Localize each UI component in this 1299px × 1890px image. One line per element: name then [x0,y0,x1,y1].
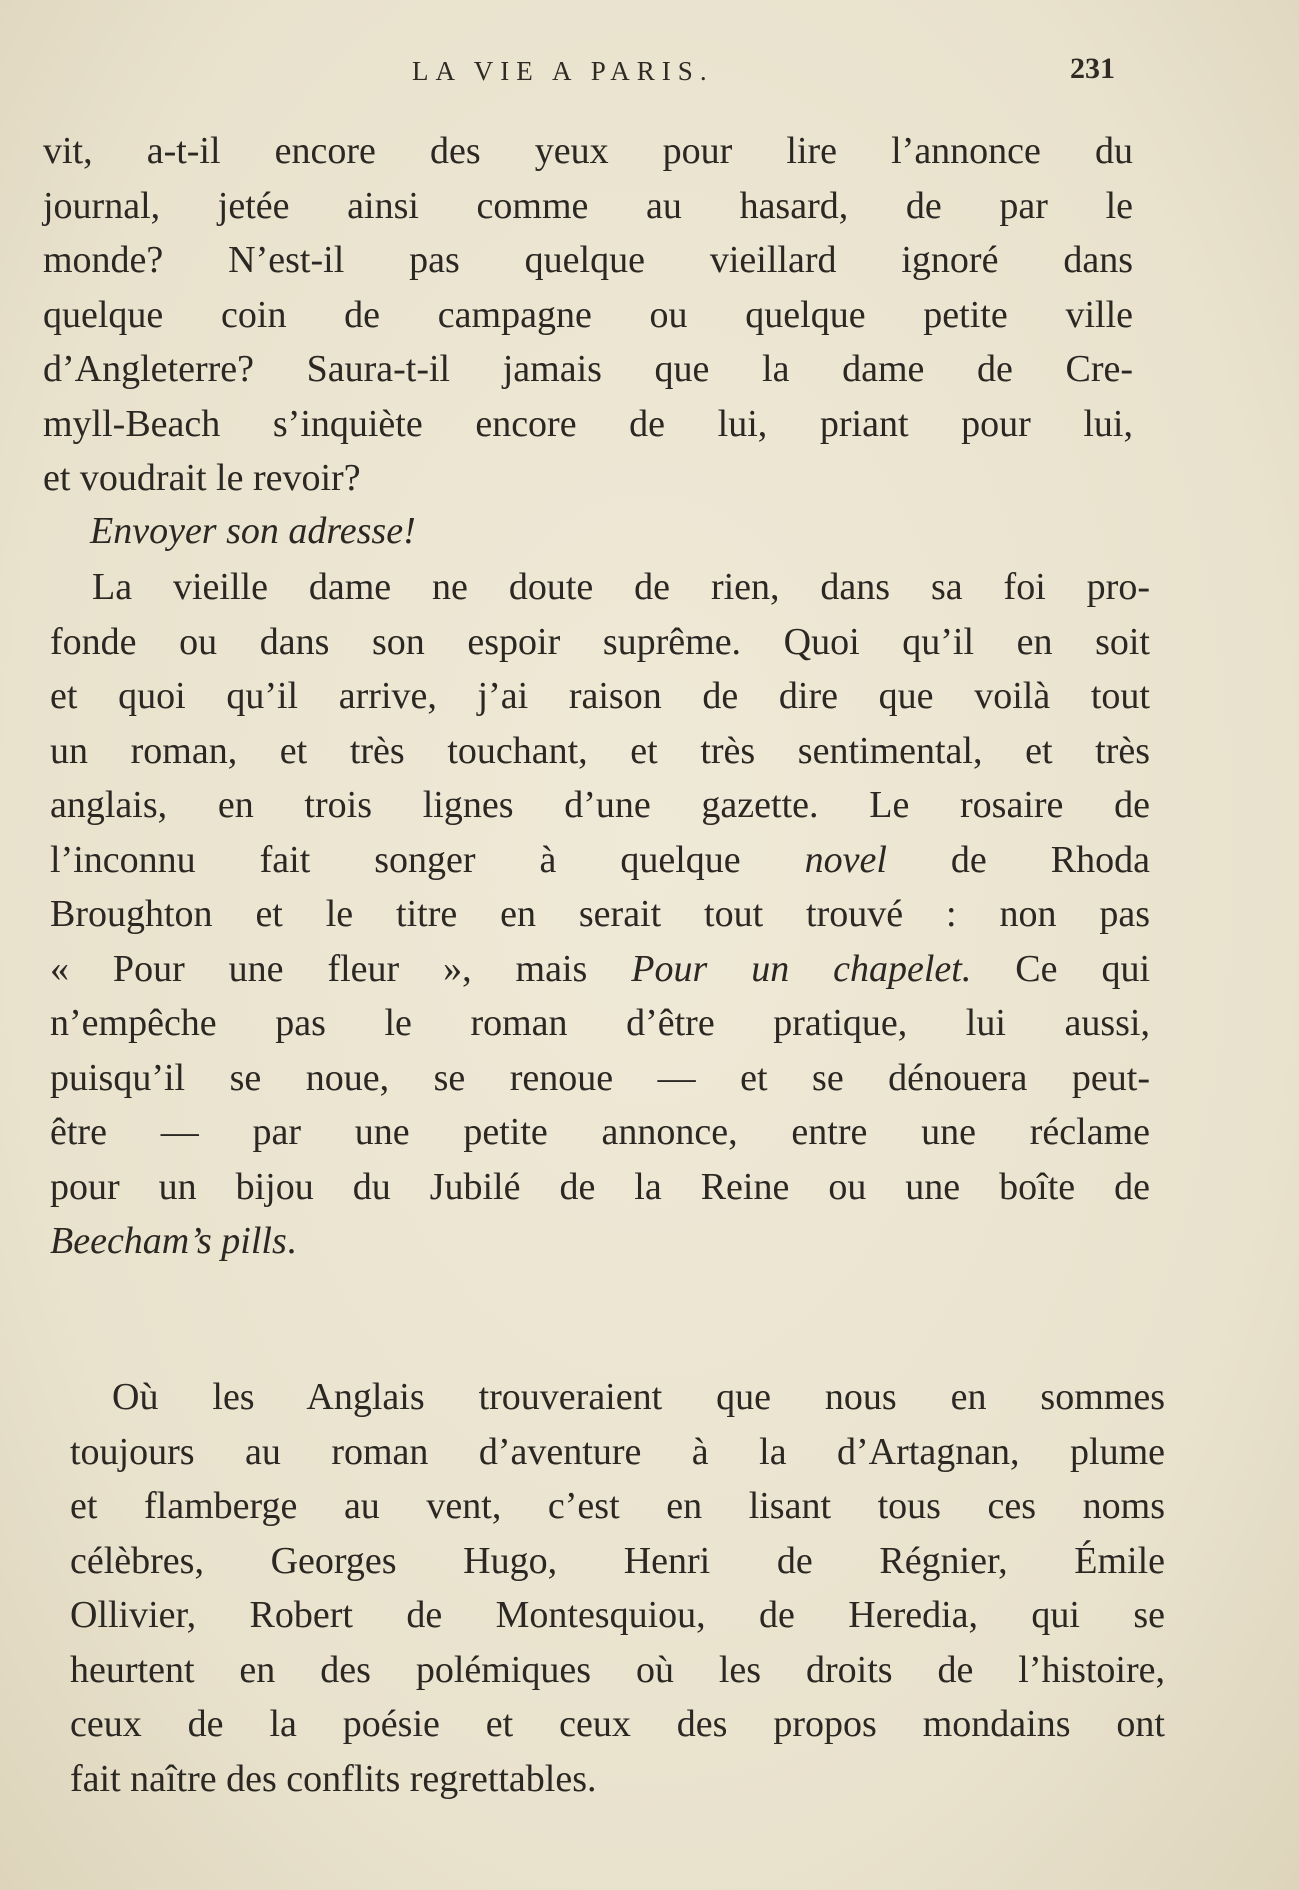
paragraph-3 [50,560,1150,1269]
running-title: LA VIE A PARIS. [412,56,714,86]
text-segment: l’inconnu fait songer à quelque [50,838,805,881]
italic-title: Beecham’s pills [50,1220,287,1262]
text-line: La vieille dame ne doute de rien, dans sa foi pro- [92,566,1150,608]
italic-title: Pour un chapelet. [631,947,972,990]
text-line [50,1214,1150,1269]
text-line [50,833,1150,888]
text-line: monde? N’est-il pas quelque vieillard ignoré dans [43,239,1133,281]
paragraph-4 [70,1370,1165,1806]
text-segment: « Pour une fleur », mais [50,947,632,990]
text-line: et quoi qu’il arrive, j’ai raison de dire que voilà tout [50,675,1150,717]
text-line: journal, jetée ainsi comme au hasard, de par le [43,184,1133,227]
text-line: être — par une petite annonce, entre une réclame [50,1111,1150,1153]
text-line: heurtent en des polémiques où les droits de l’histoire, [70,1648,1165,1691]
text-segment: Ce qui [971,947,1150,990]
text-line: Ollivier, Robert de Montesquiou, de Heredia, qui se [70,1594,1165,1636]
text-line: anglais, en trois lignes d’une gazette. Le rosaire de [50,784,1150,826]
text-line: toujours au roman d’aventure à la d’Artagnan, plume [70,1430,1165,1473]
text-line: Broughton et le titre en serait tout trouvé : non pas [50,893,1150,935]
text-line: ceux de la poésie et ceux des propos mondains ont [70,1703,1165,1745]
text-line: d’Angleterre? Saura-t-il jamais que la dame de Cre- [43,348,1133,390]
text-line: célèbres, Georges Hugo, Henri de Régnier, Émile [70,1539,1165,1582]
text-segment: de Rhoda [886,838,1150,881]
italic-line: Envoyer son adresse! [90,510,416,552]
text-line: vit, a-t-il encore des yeux pour lire l’annonce du [43,130,1133,172]
text-line: puisqu’il se noue, se renoue — et se dénouera peut- [50,1056,1150,1099]
text-line: fait naître des conflits regrettables. [70,1757,597,1800]
text-line: un roman, et très touchant, et très sentimental, et très [50,729,1150,772]
text-segment: . [286,1220,297,1262]
text-line: pour un bijou du Jubilé de la Reine ou une boîte de [50,1165,1150,1208]
text-line [50,942,1150,997]
paragraph-2 [90,504,1100,559]
text-line: myll-Beach s’inquiète encore de lui, priant pour lui, [43,402,1133,445]
text-line: n’empêche pas le roman d’être pratique, lui aussi, [50,1002,1150,1044]
text-line: Où les Anglais trouveraient que nous en sommes [112,1376,1165,1418]
text-line: et flamberge au vent, c’est en lisant tous ces noms [70,1485,1165,1527]
paragraph-1 [43,124,1133,506]
page-number: 231 [1070,52,1115,85]
text-line: quelque coin de campagne ou quelque petite ville [43,293,1133,336]
italic-word: novel [804,838,887,881]
text-line: et voudrait le revoir? [43,457,361,499]
text-line: fonde ou dans son espoir suprême. Quoi qu’il en soit [50,620,1150,663]
